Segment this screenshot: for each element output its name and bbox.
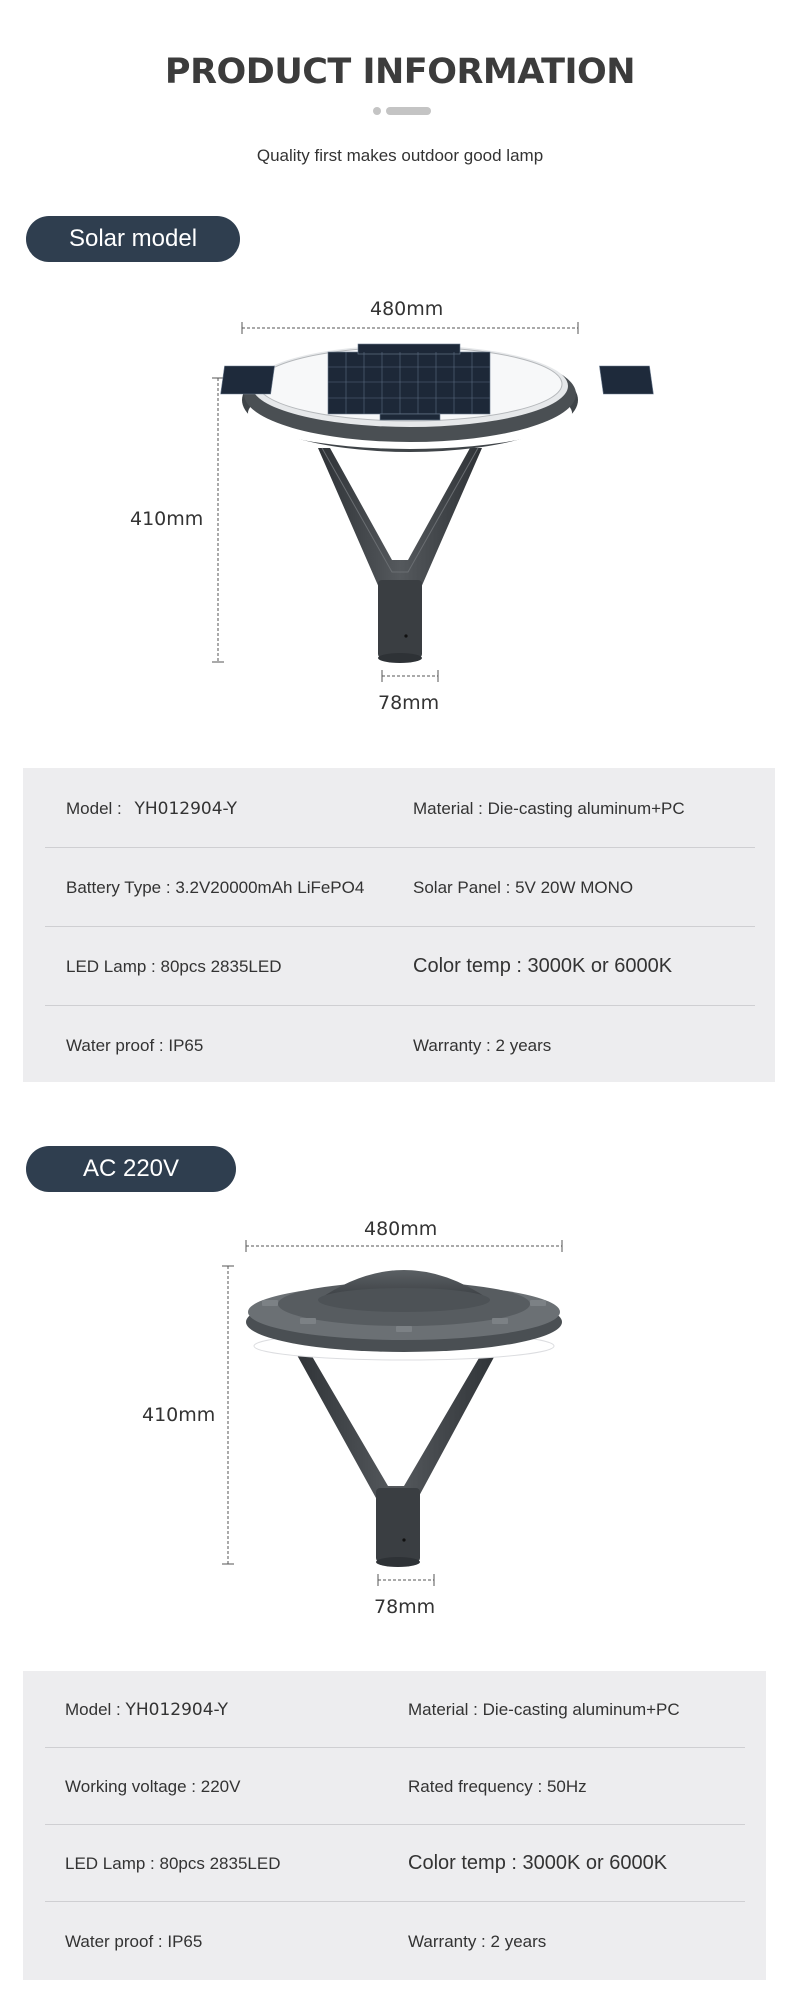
ac-base-label: 78mm: [374, 1596, 436, 1618]
spec-label: Model :: [65, 1700, 121, 1719]
solar-width-label: 480mm: [370, 298, 444, 320]
ac-height-label: 410mm: [142, 1404, 216, 1426]
solar-base-label: 78mm: [378, 692, 440, 714]
spec-value: 3000K or 6000K: [527, 955, 673, 977]
spec-water-proof: [65, 1932, 202, 1952]
spec-label: Color temp :: [413, 955, 522, 977]
spec-label: Color temp :: [408, 1852, 517, 1874]
spec-value: YH012904-Y: [134, 799, 238, 819]
spec-value: 50Hz: [546, 1777, 587, 1796]
spec-label: Working voltage :: [65, 1777, 197, 1796]
spec-label: LED Lamp :: [66, 957, 156, 976]
spec-value: 2 years: [490, 1932, 547, 1951]
spec-label: Solar Panel :: [413, 878, 511, 897]
spec-rated-frequency: [408, 1777, 587, 1797]
spec-value: 80pcs 2835LED: [160, 957, 282, 976]
spec-label: LED Lamp :: [65, 1854, 155, 1873]
spec-label: Water proof :: [66, 1036, 164, 1055]
spec-divider: [45, 1901, 745, 1902]
spec-value: Die-casting aluminum+PC: [482, 1700, 680, 1719]
spec-material: [408, 1700, 680, 1720]
spec-value: 5V 20W MONO: [515, 878, 634, 897]
spec-value: 220V: [200, 1777, 241, 1796]
spec-divider: [45, 1747, 745, 1748]
solar-height-label: 410mm: [130, 508, 204, 530]
spec-value: 80pcs 2835LED: [159, 1854, 281, 1873]
ac-width-label: 480mm: [364, 1218, 438, 1240]
spec-divider: [45, 1824, 745, 1825]
page-title: PRODUCT INFORMATION: [164, 52, 636, 92]
section-label-ac: AC 220V: [26, 1146, 236, 1192]
spec-value: IP65: [168, 1036, 204, 1055]
ac-spec-panel: [23, 1671, 766, 1980]
section-label-solar: Solar model: [26, 216, 240, 262]
spec-value: YH012904-Y: [125, 1700, 229, 1720]
spec-label: Warranty :: [413, 1036, 491, 1055]
spec-value: IP65: [167, 1932, 203, 1951]
spec-label: Model :: [66, 799, 122, 818]
spec-value: Die-casting aluminum+PC: [487, 799, 685, 818]
spec-label: Water proof :: [65, 1932, 163, 1951]
spec-label: Battery Type :: [66, 878, 171, 897]
spec-warranty: [408, 1932, 546, 1952]
spec-color-temp: [408, 1852, 667, 1875]
spec-working-voltage: [65, 1777, 240, 1797]
spec-value: 2 years: [495, 1036, 552, 1055]
page-subtitle: Quality first makes outdoor good lamp: [256, 146, 544, 165]
spec-led-lamp: [65, 1854, 280, 1874]
spec-label: Rated frequency :: [408, 1777, 543, 1796]
spec-label: Material :: [408, 1700, 478, 1719]
spec-label: Warranty :: [408, 1932, 486, 1951]
spec-label: Material :: [413, 799, 483, 818]
spec-value: 3.2V20000mAh LiFePO4: [175, 878, 365, 897]
spec-model: [65, 1700, 228, 1720]
spec-value: 3000K or 6000K: [522, 1852, 668, 1874]
